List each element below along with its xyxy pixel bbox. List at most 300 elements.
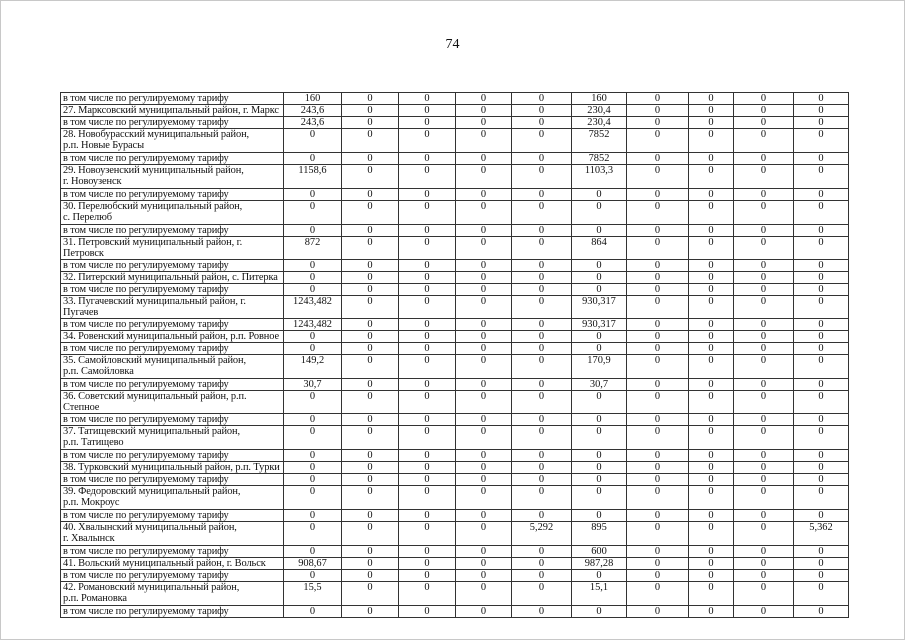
cell-value: 0 [572,570,627,582]
row-label: 36. Советский муниципальный район, р.п. Степное [61,391,284,414]
table-row [61,462,849,474]
cell-value: 15,1 [572,582,627,606]
cell-value: 987,28 [572,558,627,570]
table-row [61,355,849,379]
cell-value: 0 [512,189,572,201]
cell-value: 0 [399,426,456,450]
cell-value: 0 [456,450,512,462]
cell-value: 1103,3 [572,165,627,189]
cell-value: 0 [399,582,456,606]
cell-value: 0 [627,117,689,129]
cell-value: 0 [284,426,342,450]
row-label: в том числе по регулируемому тарифу [61,189,284,201]
cell-value: 0 [689,319,734,331]
cell-value: 0 [456,414,512,426]
cell-value: 0 [456,319,512,331]
cell-value: 0 [512,272,572,284]
cell-value: 243,6 [284,117,342,129]
cell-value: 908,67 [284,558,342,570]
row-label: в том числе по регулируемому тарифу [61,260,284,272]
cell-value: 0 [689,225,734,237]
cell-value: 0 [794,284,849,296]
cell-value: 0 [794,117,849,129]
cell-value: 0 [512,546,572,558]
table-row [61,260,849,272]
table-row [61,237,849,260]
cell-value: 0 [456,355,512,379]
row-label: в том числе по регулируемому тарифу [61,225,284,237]
cell-value: 0 [734,450,794,462]
cell-value: 0 [689,546,734,558]
cell-value: 0 [734,93,794,105]
cell-value: 0 [627,450,689,462]
cell-value: 0 [794,201,849,225]
cell-value: 0 [342,319,399,331]
cell-value: 0 [627,486,689,510]
cell-value: 0 [399,189,456,201]
row-label: 38. Турковский муниципальный район, р.п. Турки [61,462,284,474]
cell-value: 0 [734,391,794,414]
row-label: 35. Самойловский муниципальный район, р.п. Самойловка [61,355,284,379]
row-label: в том числе по регулируемому тарифу [61,546,284,558]
cell-value: 0 [572,474,627,486]
cell-value: 0 [456,117,512,129]
cell-value: 0 [342,284,399,296]
cell-value: 0 [284,189,342,201]
cell-value: 0 [689,105,734,117]
cell-value: 0 [342,486,399,510]
cell-value: 0 [734,331,794,343]
table-row [61,558,849,570]
cell-value: 0 [512,558,572,570]
cell-value: 0 [512,474,572,486]
cell-value: 0 [689,331,734,343]
cell-value: 0 [284,450,342,462]
table-row [61,165,849,189]
cell-value: 0 [399,606,456,618]
cell-value: 0 [627,391,689,414]
cell-value: 0 [734,414,794,426]
cell-value: 0 [794,474,849,486]
cell-value: 0 [734,237,794,260]
cell-value: 0 [734,426,794,450]
cell-value: 0 [627,201,689,225]
table-row [61,546,849,558]
row-label: 32. Питерский муниципальный район, с. Питерка [61,272,284,284]
table-row [61,93,849,105]
cell-value: 0 [399,450,456,462]
cell-value: 0 [627,546,689,558]
table-row [61,105,849,117]
row-label: 34. Ровенский муниципальный район, р.п. Ровное [61,331,284,343]
row-label: в том числе по регулируемому тарифу [61,510,284,522]
cell-value: 0 [734,105,794,117]
cell-value: 0 [342,462,399,474]
row-label: в том числе по регулируемому тарифу [61,319,284,331]
page-number: 74 [445,37,460,52]
cell-value: 0 [284,153,342,165]
cell-value: 0 [794,343,849,355]
cell-value: 0 [627,414,689,426]
cell-value: 0 [627,582,689,606]
table-row [61,450,849,462]
row-label: 33. Пугачевский муниципальный район, г. Пугачев [61,296,284,319]
cell-value: 0 [512,570,572,582]
cell-value: 930,317 [572,296,627,319]
cell-value: 0 [734,117,794,129]
cell-value: 0 [794,153,849,165]
cell-value: 0 [627,189,689,201]
cell-value: 0 [512,165,572,189]
table-row [61,414,849,426]
cell-value: 0 [794,331,849,343]
cell-value: 0 [734,522,794,546]
cell-value: 0 [689,201,734,225]
cell-value: 0 [512,414,572,426]
cell-value: 0 [456,426,512,450]
cell-value: 0 [284,522,342,546]
cell-value: 0 [342,414,399,426]
cell-value: 0 [794,391,849,414]
cell-value: 0 [572,331,627,343]
cell-value: 0 [284,510,342,522]
cell-value: 0 [342,129,399,153]
row-label: 37. Татищевский муниципальный район, р.п. Татищево [61,426,284,450]
cell-value: 0 [627,474,689,486]
cell-value: 0 [399,546,456,558]
cell-value: 0 [456,260,512,272]
cell-value: 0 [512,319,572,331]
cell-value: 0 [734,153,794,165]
cell-value: 5,292 [512,522,572,546]
cell-value: 160 [284,93,342,105]
cell-value: 0 [627,522,689,546]
cell-value: 0 [399,93,456,105]
cell-value: 0 [689,343,734,355]
cell-value: 0 [794,486,849,510]
cell-value: 0 [512,379,572,391]
cell-value: 0 [794,93,849,105]
cell-value: 0 [399,355,456,379]
cell-value: 0 [627,343,689,355]
cell-value: 7852 [572,153,627,165]
cell-value: 160 [572,93,627,105]
row-label: в том числе по регулируемому тарифу [61,414,284,426]
cell-value: 149,2 [284,355,342,379]
cell-value: 864 [572,237,627,260]
cell-value: 0 [572,510,627,522]
cell-value: 0 [284,486,342,510]
cell-value: 0 [456,201,512,225]
cell-value: 0 [627,129,689,153]
cell-value: 0 [399,474,456,486]
table-row [61,486,849,510]
cell-value: 0 [456,165,512,189]
cell-value: 0 [627,331,689,343]
cell-value: 0 [627,153,689,165]
cell-value: 0 [572,426,627,450]
cell-value: 0 [342,343,399,355]
cell-value: 0 [572,201,627,225]
cell-value: 872 [284,237,342,260]
cell-value: 0 [284,391,342,414]
cell-value: 0 [627,272,689,284]
table-row [61,272,849,284]
table-row [61,319,849,331]
row-label: в том числе по регулируемому тарифу [61,379,284,391]
row-label: 30. Перелюбский муниципальный район, с. Перелюб [61,201,284,225]
table-row [61,331,849,343]
cell-value: 0 [456,486,512,510]
cell-value: 0 [734,201,794,225]
row-label: 31. Петровский муниципальный район, г. Петровск [61,237,284,260]
cell-value: 0 [627,355,689,379]
cell-value: 0 [512,462,572,474]
cell-value: 0 [512,343,572,355]
cell-value: 0 [284,606,342,618]
cell-value: 0 [456,189,512,201]
cell-value: 0 [734,343,794,355]
cell-value: 0 [734,462,794,474]
cell-value: 0 [794,570,849,582]
cell-value: 0 [689,522,734,546]
cell-value: 0 [689,296,734,319]
cell-value: 0 [627,165,689,189]
cell-value: 0 [342,510,399,522]
cell-value: 0 [456,331,512,343]
cell-value: 0 [689,153,734,165]
cell-value: 0 [627,570,689,582]
cell-value: 0 [399,284,456,296]
cell-value: 0 [342,93,399,105]
cell-value: 0 [734,606,794,618]
cell-value: 0 [734,510,794,522]
cell-value: 0 [734,296,794,319]
cell-value: 0 [399,391,456,414]
cell-value: 0 [342,606,399,618]
cell-value: 0 [399,165,456,189]
cell-value: 0 [512,426,572,450]
cell-value: 0 [342,426,399,450]
cell-value: 895 [572,522,627,546]
cell-value: 0 [794,450,849,462]
cell-value: 0 [456,546,512,558]
row-label: в том числе по регулируемому тарифу [61,450,284,462]
cell-value: 0 [572,343,627,355]
cell-value: 0 [342,105,399,117]
cell-value: 0 [399,462,456,474]
cell-value: 0 [399,414,456,426]
cell-value: 0 [284,284,342,296]
row-label: в том числе по регулируемому тарифу [61,117,284,129]
cell-value: 0 [794,105,849,117]
cell-value: 0 [512,237,572,260]
cell-value: 0 [734,474,794,486]
table-row [61,510,849,522]
cell-value: 0 [627,426,689,450]
cell-value: 0 [794,558,849,570]
cell-value: 0 [456,93,512,105]
table-row [61,474,849,486]
cell-value: 0 [399,296,456,319]
cell-value: 0 [399,510,456,522]
cell-value: 0 [627,558,689,570]
cell-value: 0 [627,237,689,260]
cell-value: 0 [572,391,627,414]
cell-value: 0 [456,225,512,237]
cell-value: 0 [794,462,849,474]
cell-value: 0 [689,260,734,272]
cell-value: 0 [342,391,399,414]
cell-value: 30,7 [284,379,342,391]
cell-value: 0 [794,606,849,618]
cell-value: 0 [512,450,572,462]
cell-value: 0 [794,237,849,260]
cell-value: 0 [794,165,849,189]
cell-value: 0 [399,558,456,570]
cell-value: 0 [342,331,399,343]
cell-value: 0 [794,426,849,450]
cell-value: 0 [342,225,399,237]
cell-value: 0 [284,570,342,582]
cell-value: 5,362 [794,522,849,546]
cell-value: 0 [794,319,849,331]
cell-value: 0 [689,237,734,260]
cell-value: 0 [456,272,512,284]
cell-value: 0 [342,522,399,546]
table-row [61,296,849,319]
table-row [61,522,849,546]
cell-value: 1243,482 [284,319,342,331]
cell-value: 0 [734,379,794,391]
cell-value: 0 [342,272,399,284]
cell-value: 0 [399,117,456,129]
cell-value: 0 [512,296,572,319]
cell-value: 0 [512,117,572,129]
table-row [61,189,849,201]
cell-value: 0 [794,510,849,522]
cell-value: 0 [627,462,689,474]
cell-value: 0 [284,225,342,237]
cell-value: 0 [456,570,512,582]
cell-value: 0 [689,391,734,414]
cell-value: 0 [399,486,456,510]
table-row [61,379,849,391]
cell-value: 0 [627,319,689,331]
cell-value: 243,6 [284,105,342,117]
cell-value: 0 [399,570,456,582]
cell-value: 0 [689,582,734,606]
cell-value: 0 [627,284,689,296]
row-label: в том числе по регулируемому тарифу [61,343,284,355]
cell-value: 930,317 [572,319,627,331]
row-label: 39. Федоровский муниципальный район, р.п. Мокроус [61,486,284,510]
cell-value: 0 [342,379,399,391]
row-label: в том числе по регулируемому тарифу [61,474,284,486]
cell-value: 0 [734,129,794,153]
cell-value: 0 [794,296,849,319]
cell-value: 0 [734,546,794,558]
cell-value: 0 [512,105,572,117]
cell-value: 0 [456,606,512,618]
row-label: в том числе по регулируемому тарифу [61,153,284,165]
cell-value: 0 [734,272,794,284]
cell-value: 0 [734,260,794,272]
cell-value: 0 [342,474,399,486]
cell-value: 1243,482 [284,296,342,319]
cell-value: 0 [399,201,456,225]
cell-value: 0 [689,379,734,391]
cell-value: 0 [734,558,794,570]
cell-value: 0 [572,189,627,201]
cell-value: 0 [689,129,734,153]
cell-value: 0 [734,486,794,510]
cell-value: 0 [627,105,689,117]
cell-value: 1158,6 [284,165,342,189]
cell-value: 0 [342,546,399,558]
cell-value: 0 [572,284,627,296]
cell-value: 0 [689,93,734,105]
cell-value: 0 [627,93,689,105]
cell-value: 0 [734,319,794,331]
cell-value: 0 [284,260,342,272]
cell-value: 0 [284,462,342,474]
cell-value: 0 [734,582,794,606]
table-row [61,153,849,165]
cell-value: 0 [794,189,849,201]
cell-value: 0 [342,296,399,319]
cell-value: 0 [399,129,456,153]
cell-value: 0 [512,201,572,225]
table-row [61,582,849,606]
cell-value: 0 [512,510,572,522]
cell-value: 0 [794,379,849,391]
cell-value: 7852 [572,129,627,153]
row-label: 40. Хвалынский муниципальный район, г. Хвалынск [61,522,284,546]
cell-value: 0 [794,272,849,284]
cell-value: 0 [284,331,342,343]
cell-value: 0 [512,606,572,618]
cell-value: 0 [627,296,689,319]
cell-value: 230,4 [572,117,627,129]
cell-value: 0 [456,558,512,570]
cell-value: 0 [342,237,399,260]
table-row [61,225,849,237]
cell-value: 0 [399,237,456,260]
cell-value: 0 [342,355,399,379]
cell-value: 0 [627,379,689,391]
cell-value: 0 [284,414,342,426]
cell-value: 0 [512,153,572,165]
cell-value: 0 [572,225,627,237]
cell-value: 0 [284,272,342,284]
cell-value: 0 [794,129,849,153]
cell-value: 0 [689,450,734,462]
cell-value: 0 [689,272,734,284]
row-label: в том числе по регулируемому тарифу [61,93,284,105]
cell-value: 0 [689,414,734,426]
table-row [61,426,849,450]
cell-value: 0 [342,570,399,582]
cell-value: 0 [689,189,734,201]
table-row [61,391,849,414]
cell-value: 0 [627,606,689,618]
cell-value: 600 [572,546,627,558]
cell-value: 0 [399,522,456,546]
row-label: в том числе по регулируемому тарифу [61,284,284,296]
cell-value: 0 [456,582,512,606]
row-label: 29. Новоузенский муниципальный район, г. Новоузенск [61,165,284,189]
